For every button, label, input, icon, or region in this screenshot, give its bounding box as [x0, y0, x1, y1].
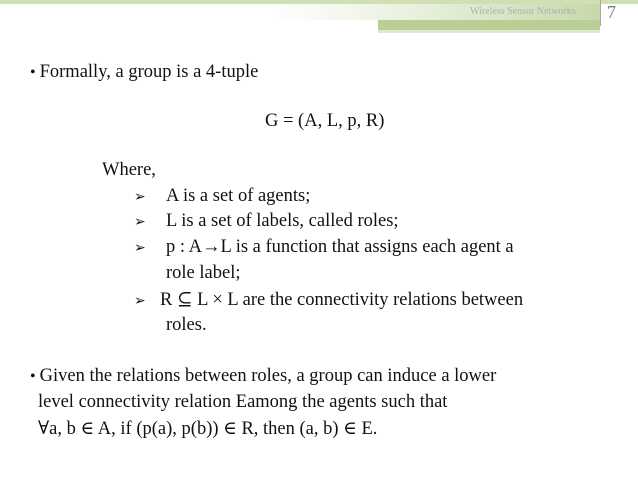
slide-header — [0, 0, 638, 26]
formula: G = (A, L, p, R) — [265, 111, 385, 131]
paragraph-2-line-3: ∀a, b ∈ A, if (p(a), p(b)) ∈ R, then (a, b) ∈ E. — [38, 419, 378, 439]
paragraph-2 — [30, 366, 496, 387]
arrow-bullet-icon: ➢ — [134, 240, 146, 256]
header-light-line — [378, 30, 600, 33]
list-item-continuation: role label; — [166, 263, 241, 283]
list-item-text: R ⊆ L × L are the connectivity relations between — [160, 290, 524, 310]
list-item-continuation: roles. — [166, 315, 207, 335]
arrow-bullet-icon: ➢ — [134, 293, 146, 309]
paragraph-1-text: Formally, a group is a 4-tuple — [39, 62, 259, 82]
round-bullet-icon: • — [30, 64, 36, 81]
paragraph-1 — [30, 62, 258, 83]
paragraph-2-line-1: Given the relations between roles, a group can induce a lower — [39, 366, 497, 386]
list-item — [134, 186, 310, 207]
header-green-bar — [378, 20, 600, 30]
list-item — [134, 289, 523, 311]
list-item — [134, 211, 399, 232]
list-item-text: p : A→L is a function that assigns each agent a — [166, 237, 514, 257]
arrow-bullet-icon: ➢ — [134, 189, 146, 205]
list-item — [134, 237, 514, 258]
where-label: Where, — [102, 160, 156, 180]
arrow-bullet-icon: ➢ — [134, 214, 146, 230]
header-divider — [600, 0, 601, 26]
list-item-text: A is a set of agents; — [166, 186, 311, 206]
paragraph-2-line-2: level connectivity relation Eamong the agents such that — [38, 392, 448, 412]
header-title: Wireless Sensor Networks — [470, 6, 576, 17]
list-item-text: L is a set of labels, called roles; — [166, 211, 399, 231]
round-bullet-icon: • — [30, 368, 36, 385]
page-number: 7 — [607, 2, 616, 22]
